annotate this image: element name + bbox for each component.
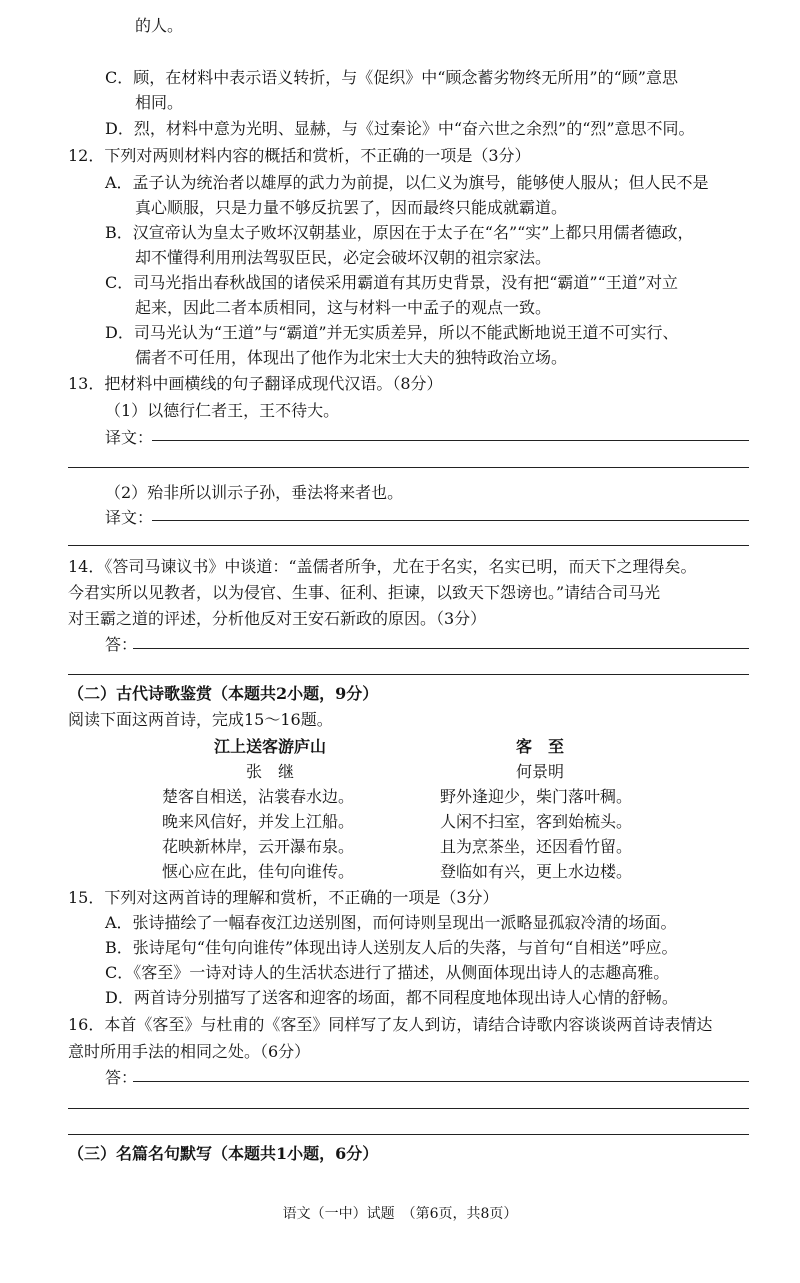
q14-answer-line-1[interactable] (133, 648, 749, 649)
section-2-intro: 阅读下面这两首诗，完成15～16题。 (68, 710, 333, 729)
q14-line-2: 今君实所以见教者，以为侵官、生事、征利、拒谏，以致天下怨谤也。”请结合司马光 (68, 583, 661, 602)
q16-answer-line-1[interactable] (133, 1081, 749, 1082)
q15-option-a: A．张诗描绘了一幅春夜江边送别图，而何诗则呈现出一派略显孤寂冷清的场面。 (105, 913, 677, 932)
q15-option-c: C．《客至》一诗对诗人的生活状态进行了描述，从侧面体现出诗人的志趣高雅。 (105, 963, 670, 982)
q12-stem: 12．下列对两则材料内容的概括和赏析，不正确的一项是（3分） (68, 146, 531, 165)
poem-2-line-4: 登临如有兴，更上水边楼。 (440, 862, 633, 881)
q12-option-b-cont: 却不懂得利用刑法驾驭臣民，必定会破坏汉朝的祖宗家法。 (135, 248, 552, 267)
q14-answer-line-2[interactable] (68, 674, 749, 675)
poem-1-line-2: 晚来风信好，并发上江船。 (162, 812, 355, 831)
q13-answer-line-4[interactable] (68, 545, 749, 546)
q13-stem: 13．把材料中画横线的句子翻译成现代汉语。（8分） (68, 374, 443, 393)
q12-option-d-cont: 儒者不可任用，体现出了他作为北宋士大夫的独特政治立场。 (135, 348, 568, 367)
poem-1-author: 张 继 (245, 762, 294, 781)
q15-stem: 15．下列对这两首诗的理解和赏析，不正确的一项是（3分） (68, 888, 499, 907)
q12-option-a: A．孟子认为统治者以雄厚的武力为前提，以仁义为旗号，能够使人服从；但人民不是 (105, 173, 709, 192)
q15-option-b: B．张诗尾句“佳句向谁传”体现出诗人送别友人后的失落，与首句“自相送”呼应。 (105, 938, 678, 957)
q12-option-c-cont: 起来，因此二者本质相同，这与材料一中孟子的观点一致。 (135, 298, 552, 317)
q14-answer-label: 答： (105, 635, 138, 654)
poem-2-title: 客 至 (515, 737, 564, 756)
q11-b-tail: 的人。 (135, 16, 184, 35)
q13-answer-line-1[interactable] (152, 440, 749, 441)
q13-translation-label-2: 译文： (105, 508, 154, 527)
q13-answer-line-3[interactable] (152, 520, 749, 521)
page-footer: 语文（一中）试题 （第6页，共8页） (282, 1206, 518, 1222)
q12-option-a-cont: 真心顺服，只是力量不够反抗罢了，因而最终只能成就霸道。 (135, 198, 568, 217)
poem-1-line-1: 楚客自相送，沾裳春水边。 (162, 787, 355, 806)
poem-1-line-4: 惬心应在此，佳句向谁传。 (162, 862, 355, 881)
poem-2-line-1: 野外逢迎少，柴门落叶稠。 (440, 787, 633, 806)
q12-option-c: C．司马光指出春秋战国的诸侯采用霸道有其历史背景，没有把“霸道”“王道”对立 (105, 273, 678, 292)
poem-1-title: 江上送客游庐山 (213, 737, 326, 756)
q16-answer-line-2[interactable] (68, 1108, 749, 1109)
q11-option-c: C．顾，在材料中表示语义转折，与《促织》中“顾念蓄劣物终无所用”的“顾”意思 (105, 68, 678, 87)
q16-answer-line-3[interactable] (68, 1134, 749, 1135)
q11-option-c-cont: 相同。 (135, 93, 184, 112)
poem-1-line-3: 花映新林岸，云开瀑布泉。 (162, 837, 355, 856)
poem-2-line-3: 且为烹茶坐，还因看竹留。 (440, 837, 633, 856)
q12-option-b: B．汉宣帝认为皇太子败坏汉朝基业，原因在于太子在“名”“实”上都只用儒者德政， (105, 223, 694, 242)
q15-option-d: D．两首诗分别描写了送客和迎客的场面，都不同程度地体现出诗人心情的舒畅。 (105, 988, 678, 1007)
q14-line-1: 14．《答司马谏议书》中谈道：“盖儒者所争，尤在于名实，名实已明，而天下之理得矣。 (68, 557, 697, 576)
q14-line-3: 对王霸之道的评述，分析他反对王安石新政的原因。（3分） (68, 609, 487, 628)
q16-line-2: 意时所用手法的相同之处。（6分） (68, 1042, 311, 1061)
section-2-title: （二）古代诗歌鉴赏（本题共2小题，9分） (68, 684, 379, 703)
q13-sentence-1: （1）以德行仁者王，王不待大。 (105, 401, 340, 420)
q11-option-d: D．烈，材料中意为光明、显赫，与《过秦论》中“奋六世之余烈”的“烈”意思不同。 (105, 119, 695, 138)
section-3-title: （三）名篇名句默写（本题共1小题，6分） (68, 1144, 379, 1163)
q16-line-1: 16．本首《客至》与杜甫的《客至》同样写了友人到访，请结合诗歌内容谈谈两首诗表情达 (68, 1015, 713, 1034)
poem-2-author: 何景明 (515, 762, 564, 781)
q13-sentence-2: （2）殆非所以训示子孙，垂法将来者也。 (105, 483, 404, 502)
poem-2-line-2: 人闲不扫室，客到始梳头。 (440, 812, 633, 831)
q12-option-d: D．司马光认为“王道”与“霸道”并无实质差异，所以不能武断地说王道不可实行、 (105, 323, 679, 342)
q13-translation-label-1: 译文： (105, 428, 154, 447)
q13-answer-line-2[interactable] (68, 467, 749, 468)
q16-answer-label: 答： (105, 1068, 138, 1087)
